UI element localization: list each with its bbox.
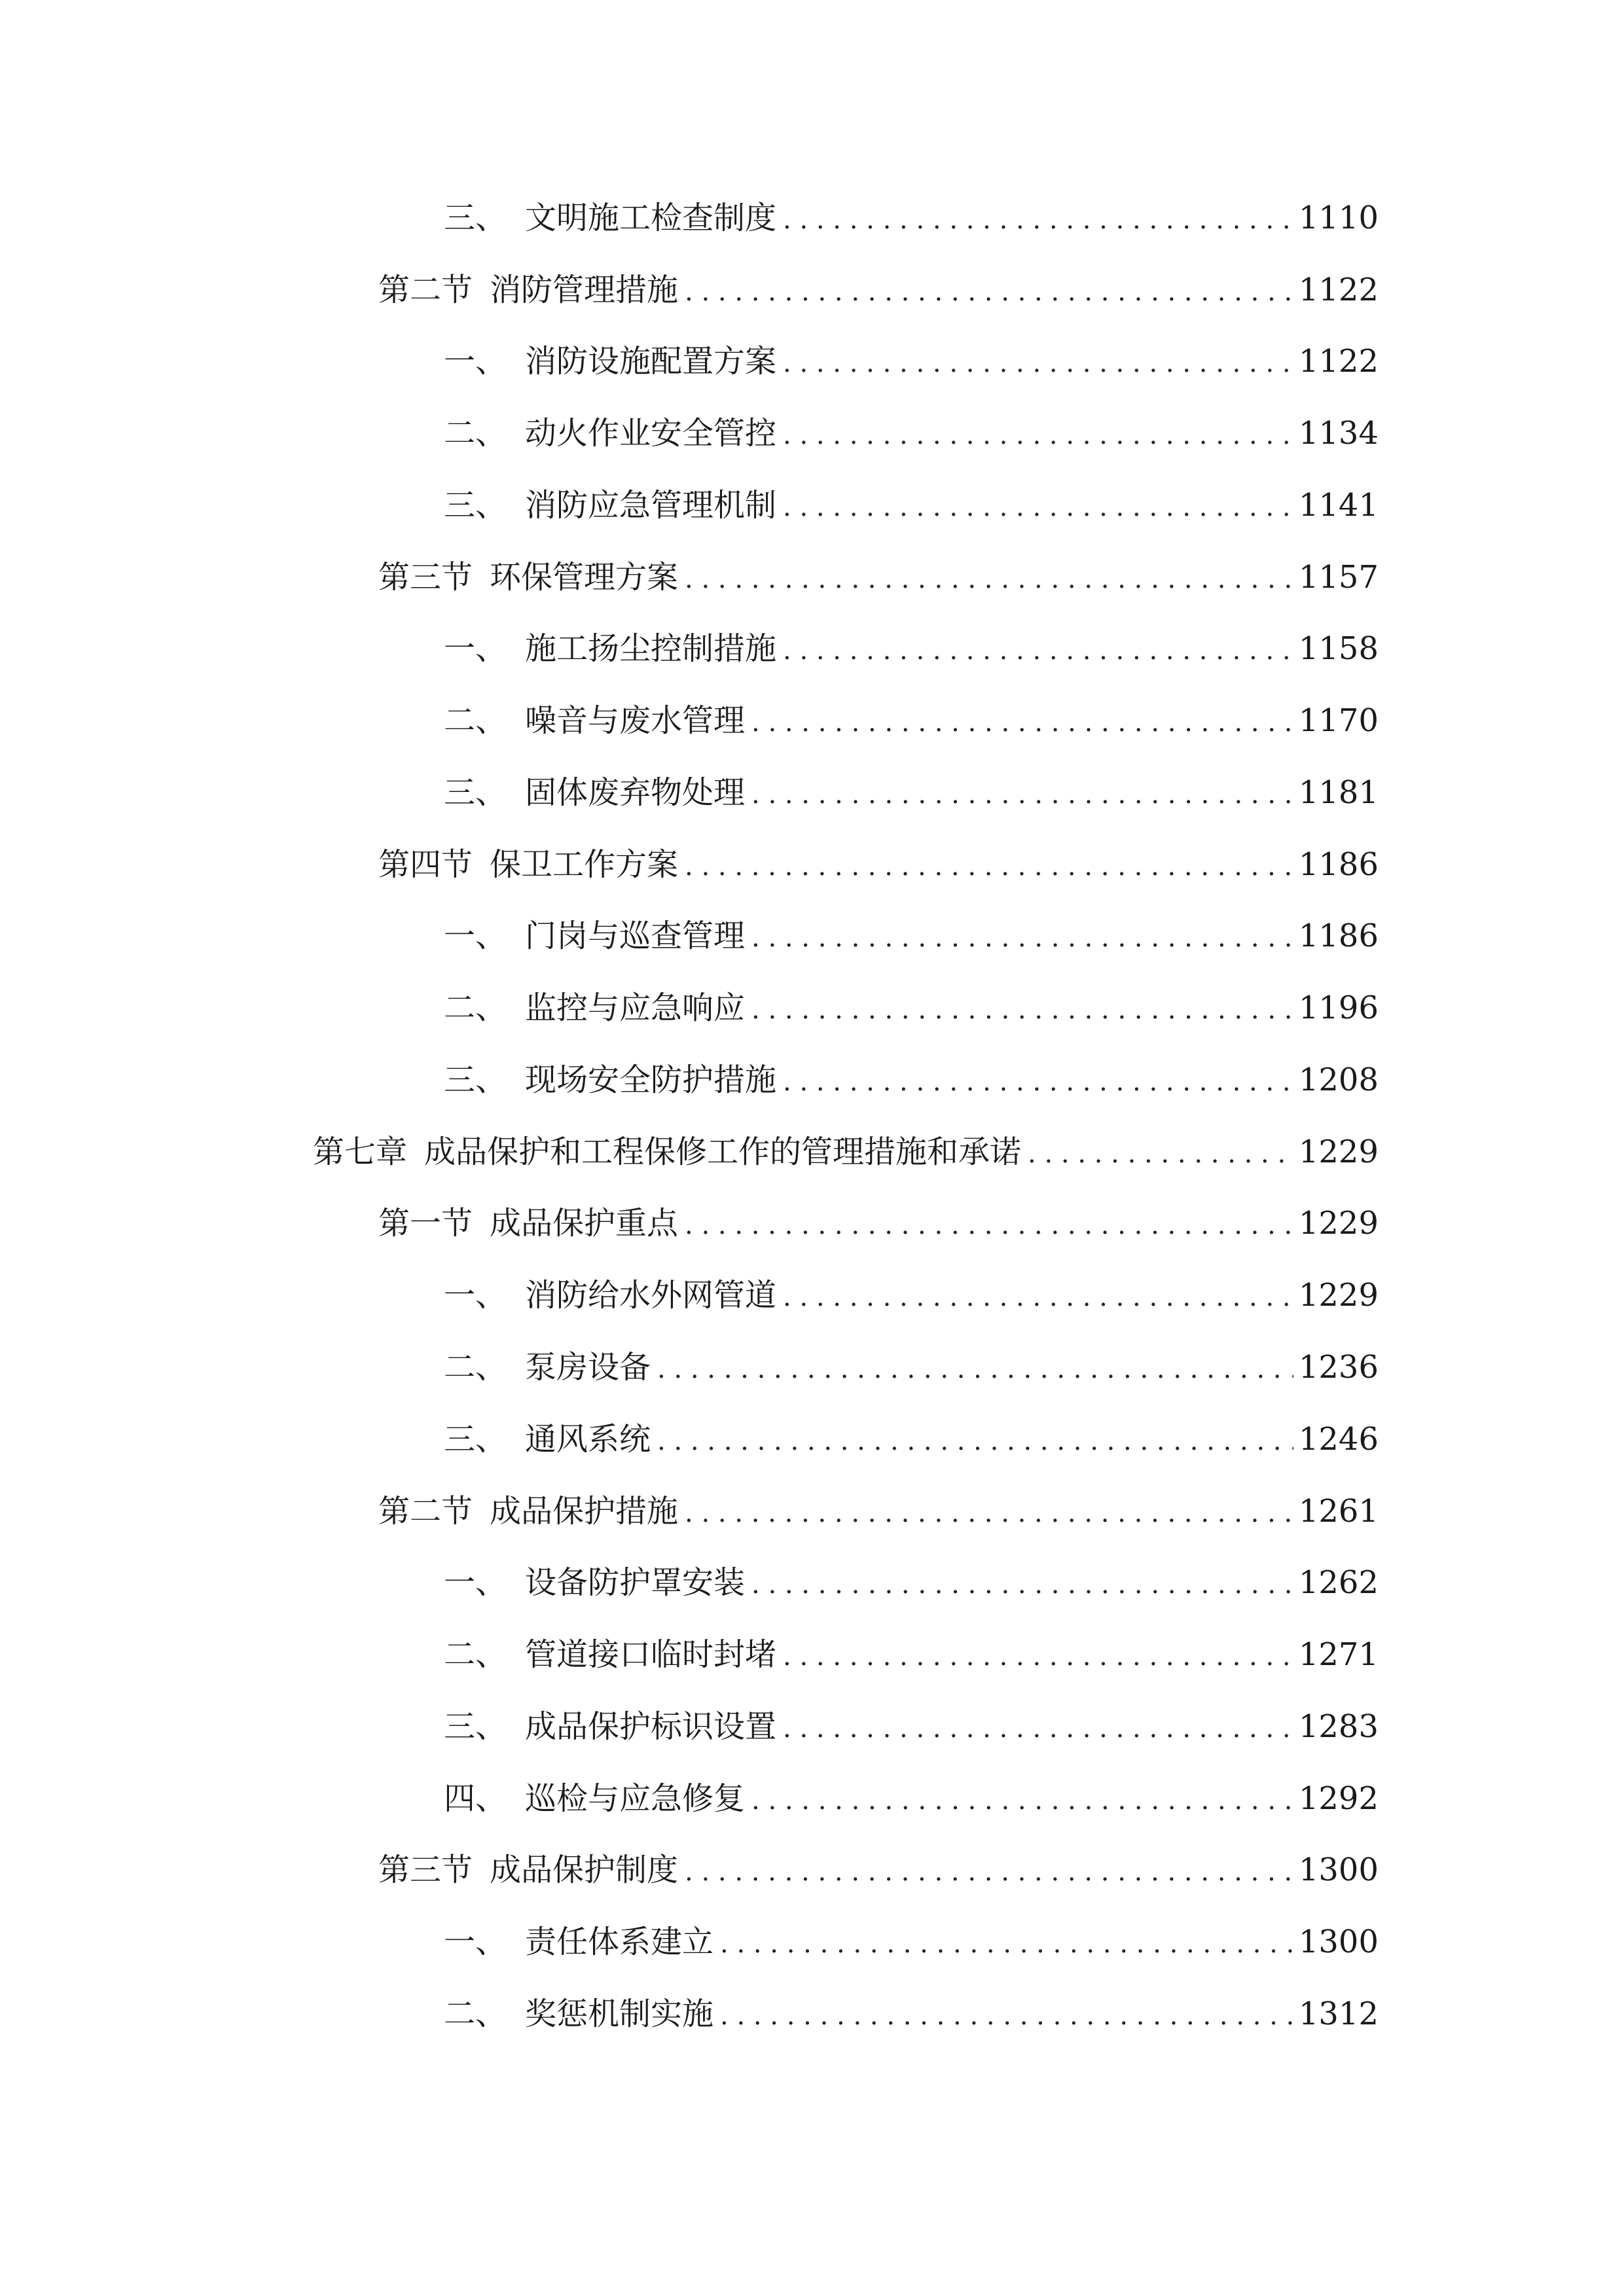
toc-entry[interactable]	[378, 1197, 1379, 1249]
toc-entry[interactable]	[444, 1700, 1379, 1753]
toc-dot-leader	[783, 1630, 1293, 1683]
toc-entry-number: 二、	[444, 1996, 507, 2032]
toc-entry-page: 1134	[1298, 415, 1379, 452]
toc-dot-leader	[783, 481, 1293, 533]
toc-entry[interactable]	[444, 1556, 1379, 1609]
toc-entry-number: 一、	[444, 1564, 507, 1601]
toc-entry-title: 环保管理方案	[490, 559, 679, 596]
toc-entry[interactable]	[378, 1844, 1379, 1896]
toc-dot-leader	[751, 768, 1293, 821]
toc-entry-title: 成品保护和工程保修工作的管理措施和承诺	[424, 1134, 1022, 1170]
toc-entry-number: 一、	[444, 1924, 507, 1960]
toc-entry-page: 1246	[1298, 1421, 1379, 1458]
toc-entry-page: 1229	[1298, 1277, 1379, 1314]
toc-dot-leader	[783, 409, 1293, 461]
toc-dot-leader	[783, 1056, 1293, 1108]
toc-entry-number: 三、	[444, 1421, 507, 1458]
toc-entry-number: 一、	[444, 918, 507, 954]
toc-entry-page: 1170	[1298, 702, 1379, 739]
toc-entry-page: 1271	[1298, 1636, 1379, 1673]
toc-entry-number: 三、	[444, 200, 507, 236]
toc-entry-page: 1262	[1298, 1564, 1379, 1601]
toc-entry[interactable]	[444, 1772, 1379, 1825]
toc-entry-number: 第一节	[378, 1205, 473, 1242]
toc-entry[interactable]	[444, 1628, 1379, 1681]
toc-entry-page: 1157	[1298, 559, 1379, 596]
toc-entry-title: 施工扬尘控制措施	[525, 630, 777, 667]
toc-entry-title: 责任体系建立	[525, 1924, 714, 1960]
toc-dot-leader	[685, 1487, 1293, 1539]
toc-dot-leader	[685, 1846, 1293, 1898]
toc-entry-title: 消防应急管理机制	[525, 487, 777, 524]
toc-entry-title: 保卫工作方案	[490, 846, 679, 883]
toc-entry-number: 第二节	[378, 1493, 473, 1530]
toc-dot-leader	[720, 1990, 1293, 2042]
toc-dot-leader	[685, 1199, 1293, 1251]
toc-entry-page: 1229	[1298, 1205, 1379, 1242]
toc-dot-leader	[657, 1343, 1293, 1395]
toc-entry-number: 一、	[444, 1277, 507, 1314]
toc-entry-number: 三、	[444, 774, 507, 811]
toc-entry[interactable]	[444, 1269, 1379, 1321]
toc-entry-page: 1141	[1298, 487, 1379, 524]
toc-entry[interactable]	[313, 1126, 1379, 1178]
toc-entry-page: 1110	[1298, 200, 1379, 236]
toc-entry-title: 现场安全防护措施	[525, 1062, 777, 1098]
toc-entry[interactable]	[444, 479, 1379, 531]
toc-dot-leader	[685, 266, 1293, 318]
toc-entry-number: 第四节	[378, 846, 473, 883]
toc-entry-page: 1236	[1298, 1349, 1379, 1386]
toc-dot-leader	[751, 1558, 1293, 1611]
toc-entry-title: 泵房设备	[525, 1349, 651, 1386]
toc-entry-page: 1186	[1298, 846, 1379, 883]
toc-entry-title: 文明施工检查制度	[525, 200, 777, 236]
toc-dot-leader	[720, 1918, 1293, 1970]
toc-entry[interactable]	[444, 1916, 1379, 1968]
toc-entry-title: 消防设施配置方案	[525, 343, 777, 380]
toc-entry[interactable]	[444, 407, 1379, 459]
toc-dot-leader	[783, 337, 1293, 389]
toc-dot-leader	[751, 1774, 1293, 1827]
toc-entry-title: 巡检与应急修复	[525, 1780, 746, 1817]
toc-entry[interactable]	[378, 1485, 1379, 1537]
toc-dot-leader	[751, 696, 1293, 749]
toc-entry-page: 1158	[1298, 630, 1379, 667]
toc-entry-page: 1283	[1298, 1708, 1379, 1745]
toc-dot-leader	[783, 194, 1293, 246]
toc-entry-page: 1186	[1298, 918, 1379, 954]
toc-entry-page: 1292	[1298, 1780, 1379, 1817]
toc-entry-page: 1122	[1298, 272, 1379, 308]
toc-entry[interactable]	[444, 1341, 1379, 1393]
toc-entry-page: 1300	[1298, 1924, 1379, 1960]
toc-entry[interactable]	[444, 694, 1379, 747]
toc-entry-number: 第三节	[378, 559, 473, 596]
toc-entry-number: 二、	[444, 1636, 507, 1673]
toc-entry[interactable]	[444, 1054, 1379, 1106]
toc-entry[interactable]	[444, 622, 1379, 675]
toc-entry-title: 管道接口临时封堵	[525, 1636, 777, 1673]
toc-dot-leader	[783, 1702, 1293, 1755]
toc-entry-page: 1229	[1298, 1134, 1379, 1170]
toc-entry-number: 四、	[444, 1780, 507, 1817]
toc-entry-title: 消防管理措施	[490, 272, 679, 308]
toc-entry-number: 三、	[444, 1062, 507, 1098]
toc-entry-page: 1181	[1298, 774, 1379, 811]
toc-entry-title: 噪音与废水管理	[525, 702, 746, 739]
toc-entry[interactable]	[378, 551, 1379, 603]
toc-entry-title: 监控与应急响应	[525, 990, 746, 1026]
toc-entry[interactable]	[378, 838, 1379, 891]
toc-dot-leader	[783, 1271, 1293, 1323]
toc-entry[interactable]	[444, 982, 1379, 1034]
toc-entry-number: 三、	[444, 1708, 507, 1745]
toc-entry-number: 第七章	[313, 1134, 408, 1170]
toc-entry-title: 消防给水外网管道	[525, 1277, 777, 1314]
toc-entry-title: 成品保护标识设置	[525, 1708, 777, 1745]
toc-entry-title: 通风系统	[525, 1421, 651, 1458]
toc-entry-page: 1312	[1298, 1996, 1379, 2032]
toc-dot-leader	[685, 553, 1293, 605]
toc-entry-number: 二、	[444, 990, 507, 1026]
toc-dot-leader	[657, 1415, 1293, 1467]
toc-entry[interactable]	[444, 766, 1379, 819]
toc-dot-leader	[685, 840, 1293, 893]
toc-entry-number: 一、	[444, 630, 507, 667]
toc-entry-page: 1208	[1298, 1062, 1379, 1098]
toc-entry-page: 1300	[1298, 1852, 1379, 1888]
toc-entry-title: 成品保护措施	[490, 1493, 679, 1530]
toc-entry-number: 二、	[444, 702, 507, 739]
toc-entry-page: 1196	[1298, 990, 1379, 1026]
toc-entry[interactable]	[444, 1413, 1379, 1465]
toc-entry-number: 二、	[444, 1349, 507, 1386]
toc-entry-title: 奖惩机制实施	[525, 1996, 714, 2032]
toc-entry-number: 三、	[444, 487, 507, 524]
toc-entry[interactable]	[378, 264, 1379, 316]
toc-dot-leader	[783, 624, 1293, 677]
toc-entry-number: 二、	[444, 415, 507, 452]
toc-entry-title: 动火作业安全管控	[525, 415, 777, 452]
toc-entry-title: 设备防护罩安装	[525, 1564, 746, 1601]
toc-entry-title: 成品保护制度	[490, 1852, 679, 1888]
toc-entry-number: 第二节	[378, 272, 473, 308]
toc-entry-page: 1122	[1298, 343, 1379, 380]
toc-entry-number: 一、	[444, 343, 507, 380]
toc-entry-title: 成品保护重点	[490, 1205, 679, 1242]
toc-entry-title: 门岗与巡查管理	[525, 918, 746, 954]
toc-dot-leader	[751, 984, 1293, 1036]
toc-dot-leader	[751, 912, 1293, 964]
toc-entry[interactable]	[444, 335, 1379, 387]
toc-entry-number: 第三节	[378, 1852, 473, 1888]
toc-entry-title: 固体废弃物处理	[525, 774, 746, 811]
toc-entry[interactable]	[444, 910, 1379, 962]
toc-entry-page: 1261	[1298, 1493, 1379, 1530]
toc-dot-leader	[1028, 1128, 1293, 1180]
toc-entry[interactable]	[444, 192, 1379, 244]
toc-entry[interactable]	[444, 1988, 1379, 2040]
